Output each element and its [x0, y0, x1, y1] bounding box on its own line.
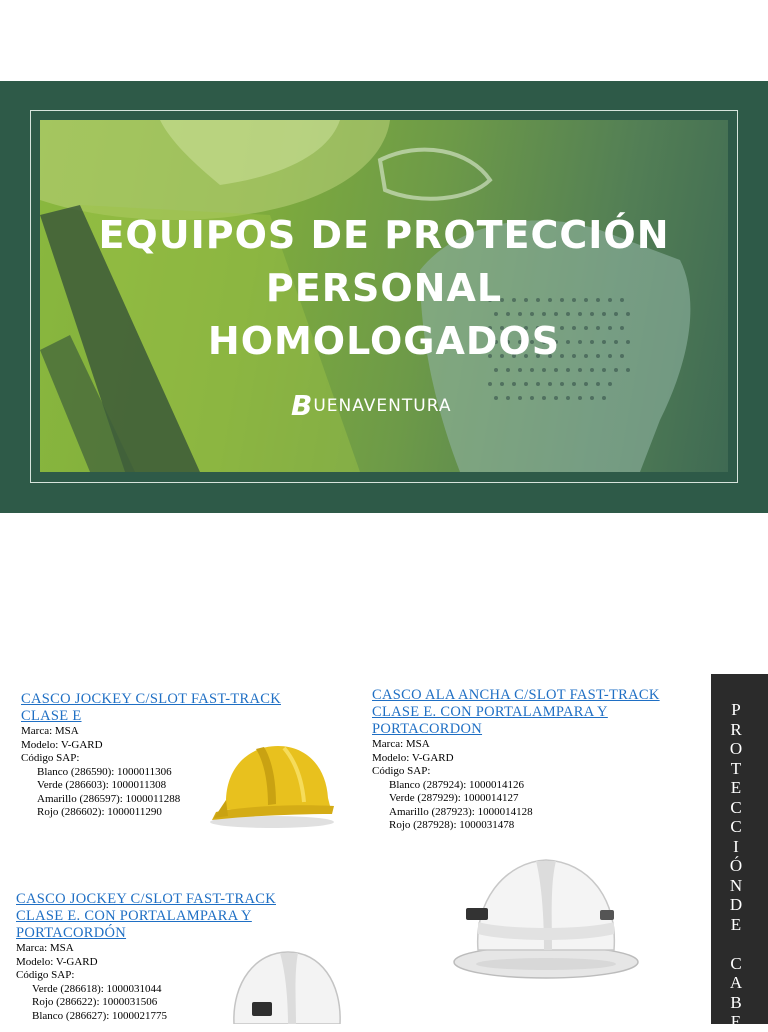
side-tab-letter: P: [731, 700, 741, 719]
product-3-sap-code: Rojo (286622): 1000031506: [32, 996, 158, 1008]
white-full-brim-helmet-image: [448, 850, 644, 980]
product-3-sap-code: Blanco (286627): 1000021775: [32, 1009, 168, 1022]
product-1-title-line-2: CLASE E: [21, 708, 82, 724]
white-jockey-helmet-image: [224, 946, 344, 1024]
cover-photo: [40, 120, 728, 472]
product-card-2: [372, 687, 660, 833]
side-tab-letter: R: [730, 719, 742, 739]
side-tab-letter: I: [733, 836, 739, 856]
product-3-brand: Marca: MSA: [16, 942, 74, 954]
product-1-sap-code: Rojo (286602): 1000011290: [37, 806, 162, 818]
product-2-brand: Marca: MSA: [372, 738, 430, 750]
product-2-title-link[interactable]: [372, 687, 660, 738]
brand-logo-text: UENAVENTURA: [313, 395, 452, 416]
side-tab-letter: [711, 934, 761, 954]
product-3-title-line-2: CLASE E. CON PORTALAMPARA Y: [16, 908, 252, 924]
product-2-sap-code: Blanco (287924): 1000014126: [389, 778, 525, 791]
side-tab-letter: E: [730, 1012, 742, 1031]
product-3-title-link[interactable]: [16, 891, 276, 942]
cover-title-line-2: PERSONAL: [265, 266, 503, 310]
product-3-model: Modelo: V-GARD: [16, 955, 98, 968]
side-tab-letter: C: [730, 817, 742, 836]
product-1-title-line-1: CASCO JOCKEY C/SLOT FAST-TRACK: [21, 691, 281, 707]
side-tab-letter: E: [730, 914, 742, 934]
brand-logo-initial: B: [291, 389, 313, 422]
product-2-sap-label: Código SAP:: [372, 765, 431, 777]
product-2-sap-code: Amarillo (287923): 1000014128: [389, 805, 533, 818]
product-1-sap-code: Blanco (286590): 1000011306: [37, 765, 172, 778]
side-tab-letter: O: [729, 739, 743, 758]
side-tab-letter: D: [729, 895, 743, 914]
side-tab-letter: E: [730, 778, 742, 797]
side-tab-letter: A: [729, 973, 743, 992]
product-1-brand: Marca: MSA: [21, 725, 79, 737]
product-1-model: Modelo: V-GARD: [21, 738, 103, 751]
product-2-sap-code: Rojo (287928): 1000031478: [389, 819, 515, 831]
product-3-sap-code: Verde (286618): 1000031044: [32, 982, 162, 995]
product-3-sap-label: Código SAP:: [16, 969, 75, 981]
side-tab-letter: Ó: [729, 856, 743, 875]
cover-banner: [0, 81, 768, 513]
product-2-title-line-2: CLASE E. CON PORTALAMPARA Y: [372, 704, 608, 720]
product-2-title-line-3: PORTACORDON: [372, 721, 483, 737]
section-side-tab-label: [711, 700, 761, 1032]
product-3-title-line-1: CASCO JOCKEY C/SLOT FAST-TRACK: [16, 891, 276, 907]
side-tab-letter: B: [730, 992, 742, 1012]
product-2-sap-code: Verde (287929): 1000014127: [389, 792, 519, 804]
cover-title-line-3: HOMOLOGADOS: [207, 319, 561, 363]
cover-title-line-1: EQUIPOS DE PROTECCIÓN: [98, 213, 670, 257]
product-1-sap-code: Verde (286603): 1000011308: [37, 779, 167, 791]
yellow-helmet-image: [206, 740, 338, 830]
product-1-title-link[interactable]: [21, 691, 281, 725]
product-1-sap-label: Código SAP:: [21, 752, 80, 764]
product-2-title-line-1: CASCO ALA ANCHA C/SLOT FAST-TRACK: [372, 687, 660, 703]
product-2-model: Modelo: V-GARD: [372, 751, 454, 764]
cover-goggles: [380, 150, 490, 199]
product-3-title-line-3: PORTACORDÓN: [16, 925, 127, 941]
side-tab-letter: T: [730, 758, 742, 778]
side-tab-letter: C: [730, 797, 742, 817]
section-side-tab: [711, 674, 768, 1031]
product-1-sap-code: Amarillo (286597): 1000011288: [37, 792, 181, 805]
side-tab-letter: C: [730, 953, 742, 973]
brand-logo: [291, 389, 451, 422]
side-tab-letter: N: [729, 875, 743, 895]
